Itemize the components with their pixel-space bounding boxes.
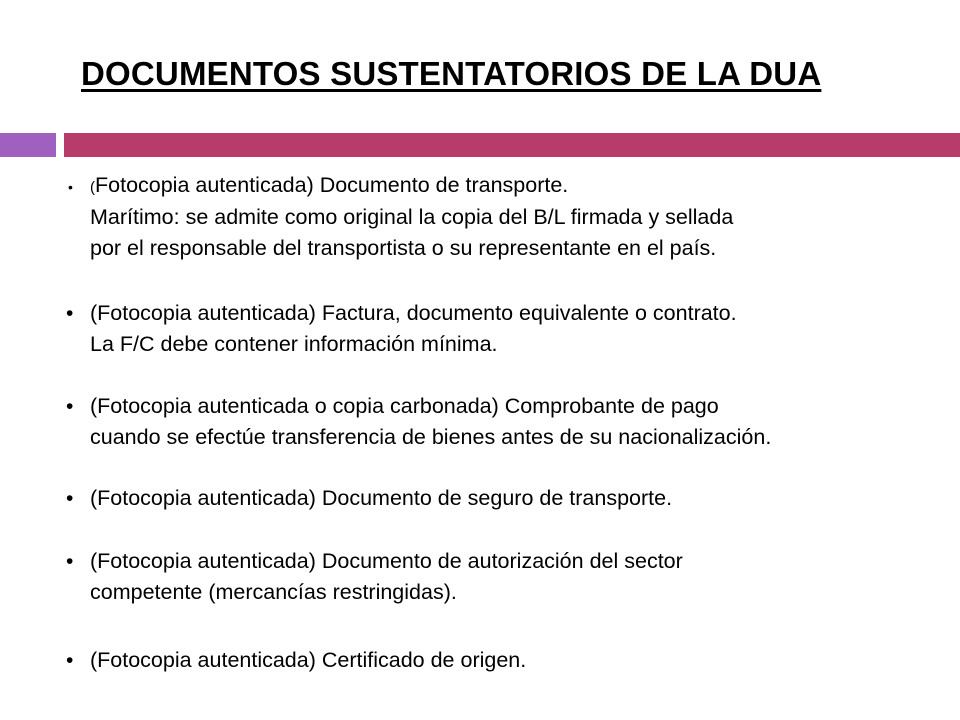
bullet-line: (Fotocopia autenticada) Documento de autorización del sector (90, 549, 683, 573)
bullet-dot: • (66, 487, 74, 510)
bullet-dot: • (66, 395, 74, 418)
bullet-line: (Fotocopia autenticada) Factura, documento equivalente o contrato. (90, 301, 737, 325)
bullet-dot: • (68, 179, 73, 195)
slide-title: DOCUMENTOS SUSTENTATORIOS DE LA DUA (81, 55, 822, 92)
bullet-dot: • (66, 649, 74, 672)
bullet-dot: • (66, 302, 74, 325)
bullet-line: (Fotocopia autenticada o copia carbonada) Comprobante de pago (90, 394, 719, 418)
bullet-line: (Fotocopia autenticada) Certificado de origen. (90, 648, 527, 672)
bullet-line: cuando se efectúe transferencia de bienes antes de su nacionalización. (90, 425, 772, 449)
bullet-line: La F/C debe contener información mínima. (90, 332, 498, 356)
bullet-line: (Fotocopia autenticada) Documento de transporte. (90, 173, 569, 197)
bullet-line: por el responsable del transportista o su representante en el país. (90, 236, 717, 260)
bullet-dot: • (66, 550, 74, 573)
bullet-line: (Fotocopia autenticada) Documento de seguro de transporte. (90, 486, 673, 510)
bullet-line: Marítimo: se admite como original la copia del B/L firmada y sellada (90, 205, 734, 229)
bullet-line: competente (mercancías restringidas). (90, 580, 457, 604)
